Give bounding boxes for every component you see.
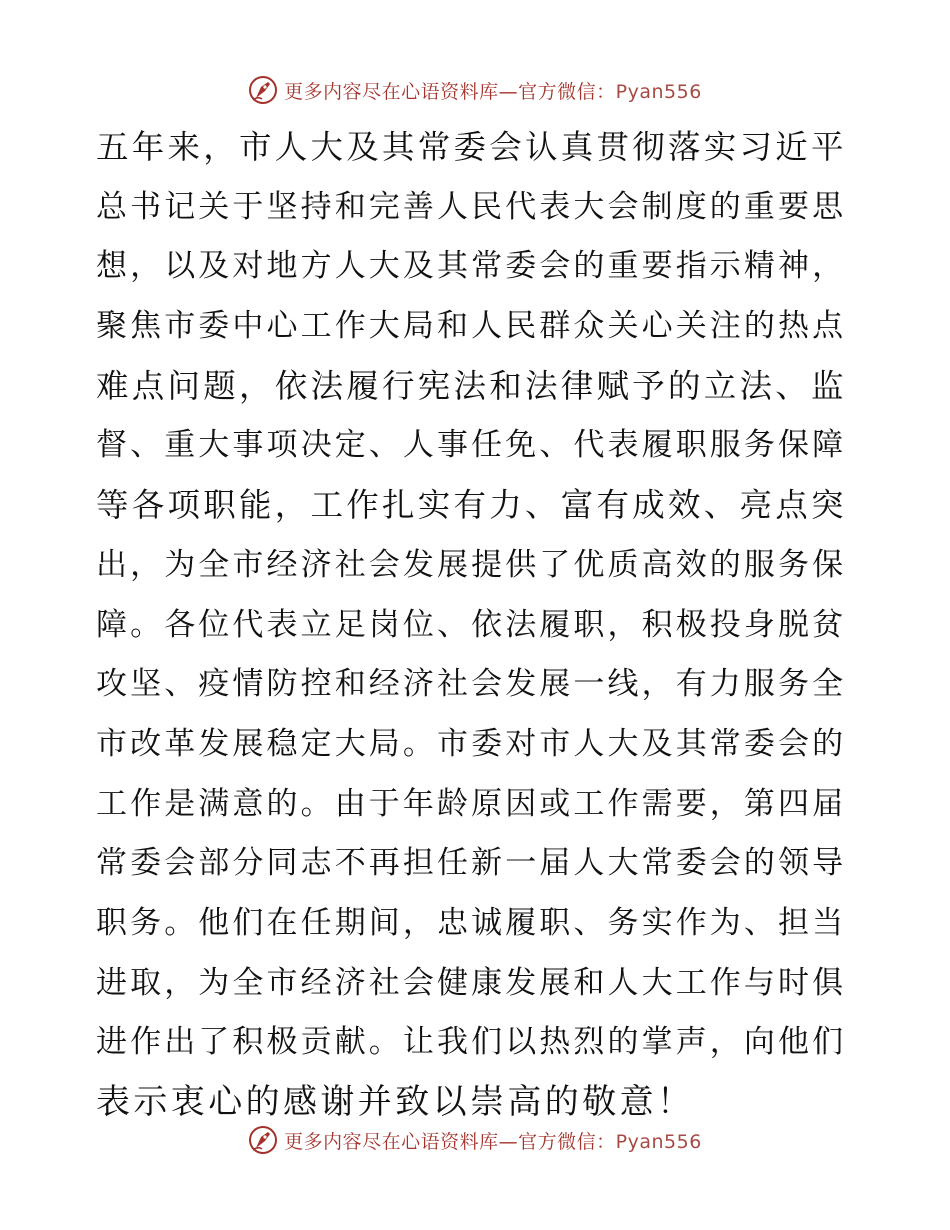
- text-line: 等各项职能，工作扎实有力、富有成效、亮点突: [96, 486, 847, 525]
- text-line: 表示衷心的感谢并致以崇高的敬意！: [96, 1082, 695, 1122]
- text-line: 难点问题，依法履行宪法和法律赋予的立法、监: [96, 366, 847, 405]
- pen-nib-logo-icon: [248, 75, 278, 105]
- header-watermark: [0, 70, 950, 110]
- text-line: 进取，为全市经济社会健康发展和人大工作与时俱: [96, 964, 847, 1001]
- pen-nib-logo-icon: [248, 1125, 278, 1155]
- text-line: 聚焦市委中心工作大局和人民群众关心关注的热点: [96, 308, 847, 345]
- watermark-text: 更多内容尽在心语资料库—官方微信：Pyan556: [284, 80, 702, 103]
- text-line: 督、重大事项决定、人事任免、代表履职服务保障: [96, 427, 847, 464]
- text-line: 市改革发展稳定大局。市委对市人大及其常委会的: [96, 725, 847, 762]
- text-line: 总书记关于坚持和完善人民代表大会制度的重要思: [96, 188, 847, 225]
- text-line: 常委会部分同志不再担任新一届人大常委会的领导: [96, 845, 847, 882]
- text-line: 工作是满意的。由于年龄原因或工作需要，第四届: [96, 785, 847, 822]
- watermark-wechat-id: Pyan556: [615, 80, 702, 103]
- footer-watermark: [0, 1120, 950, 1160]
- watermark-text: 更多内容尽在心语资料库—官方微信：Pyan556: [284, 1130, 702, 1153]
- text-line: 攻坚、疫情防控和经济社会发展一线，有力服务全: [96, 666, 847, 703]
- document-body: [96, 118, 856, 1133]
- text-line: 障。各位代表立足岗位、依法履职，积极投身脱贫: [96, 606, 847, 643]
- text-line: 进作出了积极贡献。让我们以热烈的掌声，向他们: [96, 1024, 847, 1061]
- text-line: 想，以及对地方人大及其常委会的重要指示精神，: [96, 248, 847, 285]
- watermark-wechat-id: Pyan556: [615, 1130, 702, 1153]
- text-line: 职务。他们在任期间，忠诚履职、务实作为、担当: [96, 904, 847, 941]
- text-line: 五年来，市人大及其常委会认真贯彻落实习近平: [96, 128, 847, 166]
- text-line: 出，为全市经济社会发展提供了优质高效的服务保: [96, 546, 847, 583]
